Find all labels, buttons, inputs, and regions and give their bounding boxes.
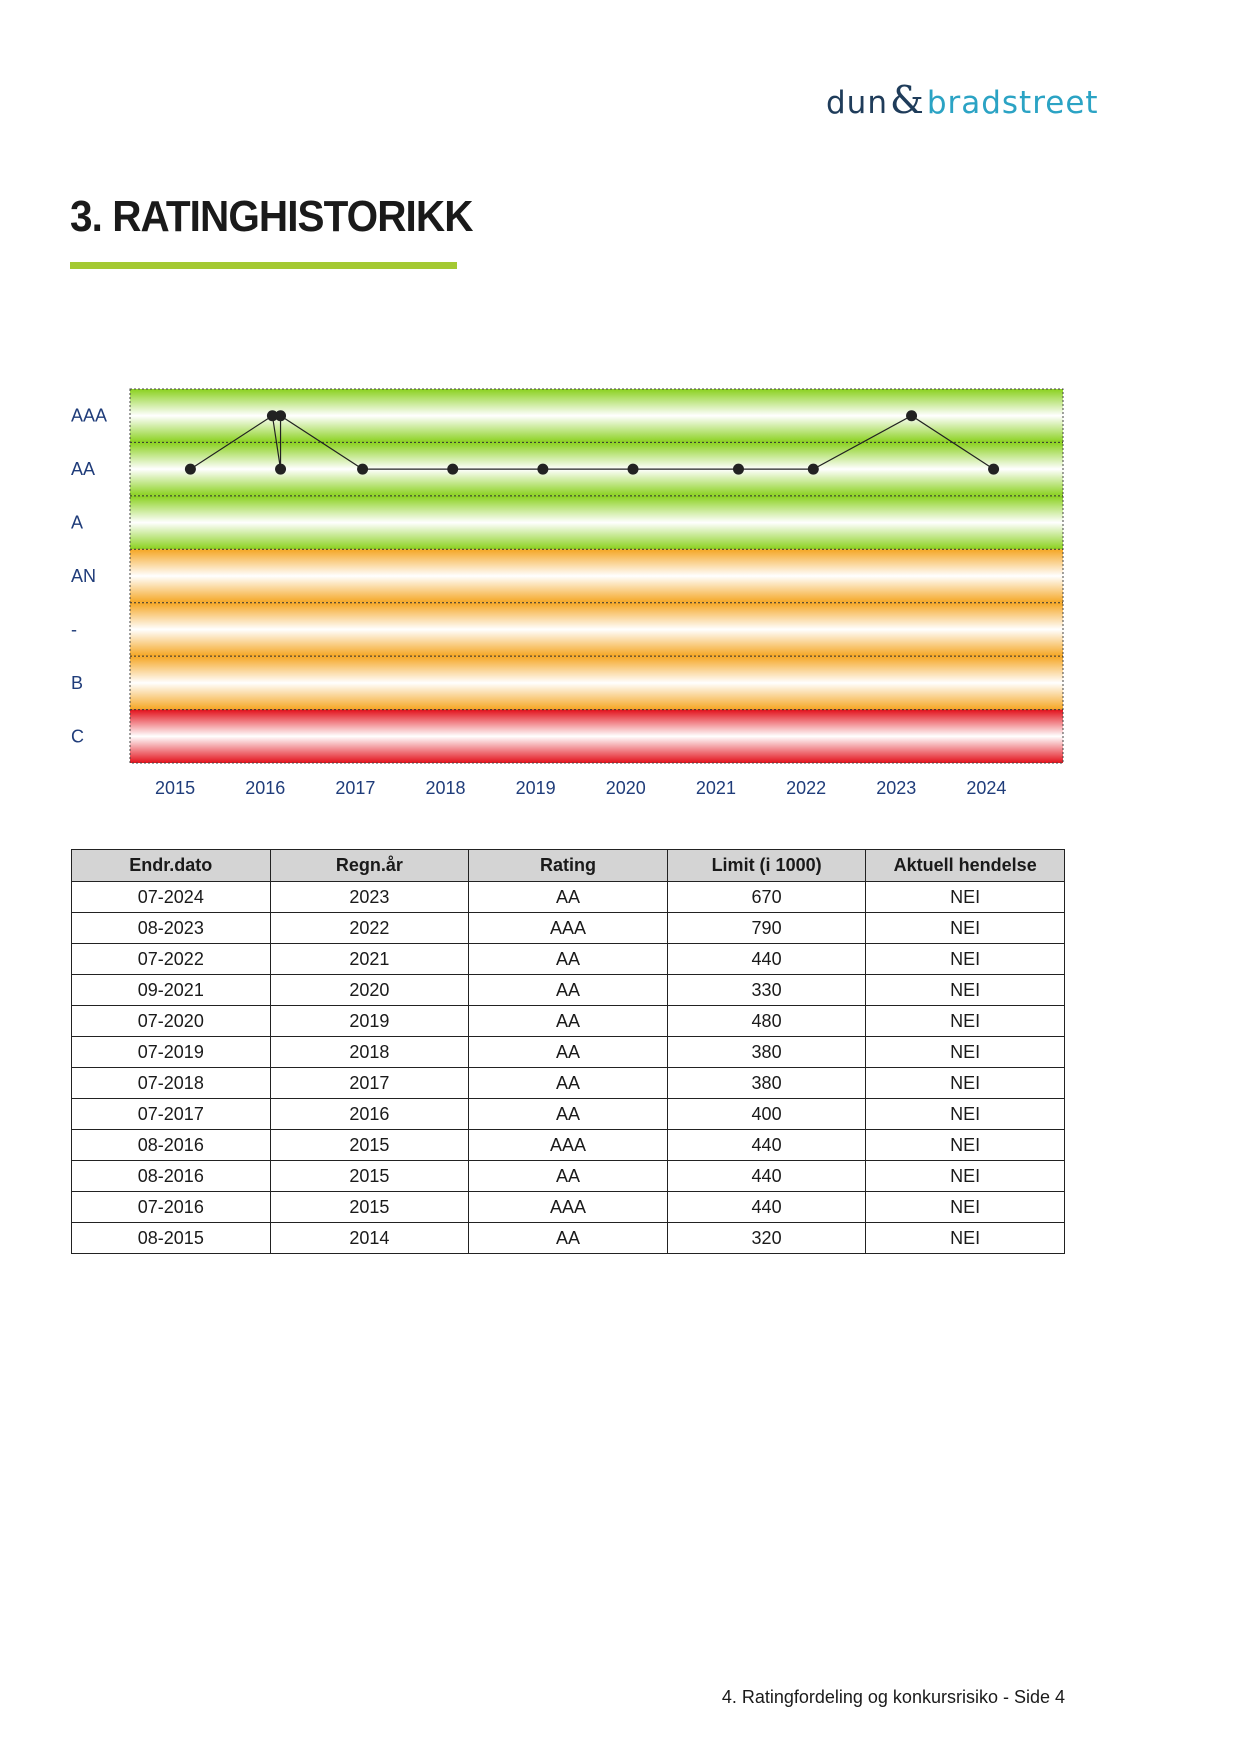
- table-row: [72, 1037, 1065, 1068]
- cell-regn-ar: 2014: [270, 1223, 469, 1254]
- col-header-regn-ar: Regn.år: [270, 850, 469, 882]
- cell-rating: AA: [469, 1161, 668, 1192]
- rating-point: [808, 464, 819, 475]
- rating-band-dash: [130, 603, 1063, 656]
- table-row: [72, 1161, 1065, 1192]
- cell-limit: 670: [667, 882, 866, 913]
- x-tick-label: 2024: [966, 778, 1007, 798]
- y-tick-label: AN: [71, 566, 97, 586]
- cell-aktuell-hendelse: NEI: [866, 1068, 1065, 1099]
- rating-history-table: [71, 849, 1065, 1254]
- table-row: [72, 882, 1065, 913]
- cell-aktuell-hendelse: NEI: [866, 1161, 1065, 1192]
- rating-point: [628, 464, 639, 475]
- logo-ampersand: &: [889, 78, 925, 122]
- cell-limit: 480: [667, 1006, 866, 1037]
- page-footer: 4. Ratingfordeling og konkursrisiko - Side 4: [721, 1687, 1065, 1707]
- x-tick-label: 2019: [515, 778, 556, 798]
- y-tick-label: B: [71, 672, 84, 693]
- cell-rating: AA: [469, 1099, 668, 1130]
- cell-regn-ar: 2020: [270, 975, 469, 1006]
- rating-band-c: [130, 710, 1063, 763]
- cell-endr-dato: 07-2022: [72, 944, 271, 975]
- table-row: [72, 1006, 1065, 1037]
- cell-endr-dato: 08-2016: [72, 1130, 271, 1161]
- rating-band-b: [130, 656, 1063, 709]
- rating-point: [906, 410, 917, 421]
- rating-history-chart: [0, 0, 1241, 820]
- cell-limit: 440: [667, 944, 866, 975]
- table-row: [72, 913, 1065, 944]
- cell-limit: 400: [667, 1099, 866, 1130]
- cell-aktuell-hendelse: NEI: [866, 1223, 1065, 1254]
- x-tick-label: 2017: [335, 778, 376, 798]
- cell-regn-ar: 2022: [270, 913, 469, 944]
- x-tick-label: 2021: [695, 778, 736, 798]
- cell-aktuell-hendelse: NEI: [866, 944, 1065, 975]
- cell-endr-dato: 08-2016: [72, 1161, 271, 1192]
- cell-rating: AAA: [469, 913, 668, 944]
- cell-regn-ar: 2023: [270, 882, 469, 913]
- x-tick-label: 2020: [605, 778, 646, 798]
- table-row: [72, 1130, 1065, 1161]
- rating-band-an: [130, 549, 1063, 602]
- table-row: [72, 1099, 1065, 1130]
- x-tick-label: 2022: [786, 778, 827, 798]
- rating-point: [357, 464, 368, 475]
- table-row: [72, 1223, 1065, 1254]
- cell-endr-dato: 09-2021: [72, 975, 271, 1006]
- cell-rating: AAA: [469, 1192, 668, 1223]
- cell-aktuell-hendelse: NEI: [866, 882, 1065, 913]
- rating-point: [447, 464, 458, 475]
- cell-limit: 790: [667, 913, 866, 944]
- rating-point: [537, 464, 548, 475]
- cell-rating: AAA: [469, 1130, 668, 1161]
- rating-point: [733, 464, 744, 475]
- cell-aktuell-hendelse: NEI: [866, 975, 1065, 1006]
- y-tick-label: -: [71, 619, 77, 640]
- section-title: 3. RATINGHISTORIKK: [70, 192, 473, 241]
- cell-aktuell-hendelse: NEI: [866, 1192, 1065, 1223]
- cell-limit: 440: [667, 1192, 866, 1223]
- rating-point: [988, 464, 999, 475]
- cell-endr-dato: 07-2016: [72, 1192, 271, 1223]
- cell-regn-ar: 2015: [270, 1161, 469, 1192]
- table-header-row: [72, 850, 1065, 882]
- cell-limit: 440: [667, 1130, 866, 1161]
- logo-text-bradstreet: bradstreet: [926, 85, 1099, 121]
- cell-endr-dato: 07-2020: [72, 1006, 271, 1037]
- table-row: [72, 1192, 1065, 1223]
- cell-rating: AA: [469, 1068, 668, 1099]
- cell-regn-ar: 2017: [270, 1068, 469, 1099]
- table-row: [72, 975, 1065, 1006]
- cell-regn-ar: 2015: [270, 1130, 469, 1161]
- x-tick-label: 2015: [155, 778, 196, 798]
- y-tick-label: AA: [71, 459, 96, 480]
- cell-limit: 440: [667, 1161, 866, 1192]
- table-row: [72, 1068, 1065, 1099]
- cell-rating: AA: [469, 975, 668, 1006]
- cell-aktuell-hendelse: NEI: [866, 1130, 1065, 1161]
- cell-limit: 380: [667, 1068, 866, 1099]
- cell-endr-dato: 07-2018: [72, 1068, 271, 1099]
- cell-endr-dato: 08-2015: [72, 1223, 271, 1254]
- x-tick-label: 2018: [425, 778, 466, 798]
- table-row: [72, 944, 1065, 975]
- cell-endr-dato: 07-2024: [72, 882, 271, 913]
- cell-limit: 330: [667, 975, 866, 1006]
- cell-rating: AA: [469, 944, 668, 975]
- cell-regn-ar: 2019: [270, 1006, 469, 1037]
- col-header-rating: Rating: [469, 850, 668, 882]
- cell-aktuell-hendelse: NEI: [866, 1006, 1065, 1037]
- cell-aktuell-hendelse: NEI: [866, 1037, 1065, 1068]
- rating-band-a: [130, 496, 1063, 549]
- col-header-aktuell-hendelse: Aktuell hendelse: [866, 850, 1065, 882]
- cell-endr-dato: 07-2017: [72, 1099, 271, 1130]
- cell-limit: 320: [667, 1223, 866, 1254]
- cell-rating: AA: [469, 882, 668, 913]
- rating-point: [275, 410, 286, 421]
- x-tick-label: 2016: [245, 778, 286, 798]
- y-tick-label: C: [71, 726, 84, 747]
- col-header-limit: Limit (i 1000): [667, 850, 866, 882]
- logo-text-dun: dun: [826, 85, 888, 121]
- cell-rating: AA: [469, 1037, 668, 1068]
- cell-rating: AA: [469, 1006, 668, 1037]
- cell-regn-ar: 2015: [270, 1192, 469, 1223]
- cell-endr-dato: 08-2023: [72, 913, 271, 944]
- cell-regn-ar: 2021: [270, 944, 469, 975]
- cell-rating: AA: [469, 1223, 668, 1254]
- cell-regn-ar: 2018: [270, 1037, 469, 1068]
- cell-aktuell-hendelse: NEI: [866, 913, 1065, 944]
- cell-aktuell-hendelse: NEI: [866, 1099, 1065, 1130]
- cell-endr-dato: 07-2019: [72, 1037, 271, 1068]
- rating-point: [275, 464, 286, 475]
- rating-point: [185, 464, 196, 475]
- y-tick-label: AAA: [71, 405, 108, 426]
- cell-regn-ar: 2016: [270, 1099, 469, 1130]
- y-tick-label: A: [71, 512, 84, 533]
- col-header-endr-dato: Endr.dato: [72, 850, 271, 882]
- x-tick-label: 2023: [876, 778, 917, 798]
- cell-limit: 380: [667, 1037, 866, 1068]
